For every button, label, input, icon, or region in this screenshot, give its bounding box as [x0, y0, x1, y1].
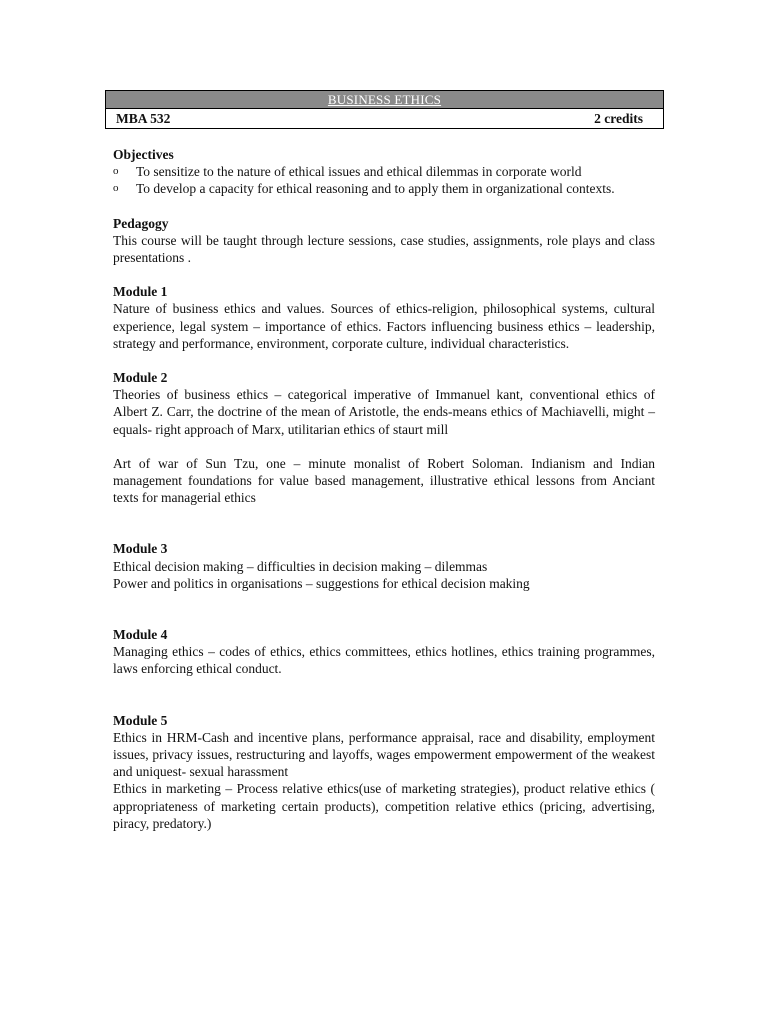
- course-credits: 2 credits: [594, 110, 643, 126]
- module-text: Ethics in marketing – Process relative ethics(use of marketing strategies), product relative ethics ( appropriateness of marketing certain products), competition relative ethics (pricing, advertising, piracy, predatory.): [113, 781, 655, 831]
- objectives-section: [113, 146, 655, 198]
- module-heading: Module 1: [113, 284, 168, 300]
- objective-text: To develop a capacity for ethical reasoning and to apply them in organizational contexts.: [136, 181, 615, 197]
- document-body: [113, 146, 655, 832]
- bullet-icon: o: [113, 182, 119, 195]
- module-text: Ethics in HRM-Cash and incentive plans, performance appraisal, race and disability, employment issues, privacy issues, restructuring and layoffs, wages empowerment empowerment of the weakest and uniquest- sexual harassment: [113, 729, 655, 780]
- module-text: Theories of business ethics – categorical imperative of Immanuel kant, conventional ethics of Albert Z. Carr, the doctrine of the mean of Aristotle, the ends-means ethics of Machiavelli, might –equals- right approach of Marx, utilitarian ethics of staurt mill: [113, 387, 655, 437]
- pedagogy-section: [113, 215, 655, 267]
- objective-text: To sensitize to the nature of ethical issues and ethical dilemmas in corporate world: [136, 164, 582, 180]
- pedagogy-text: This course will be taught through lecture sessions, case studies, assignments, role plays and class presentations .: [113, 232, 655, 266]
- module-4-section: [113, 626, 655, 678]
- objectives-list: [113, 163, 655, 197]
- module-3-section: [113, 540, 655, 592]
- list-item: [113, 163, 655, 180]
- module-text: Nature of business ethics and values. Sources of ethics-religion, philosophical systems, cultural experience, legal system – importance of ethics. Factors influencing business ethics – leadership, strategy and performance, environment, corporate culture, individual characteristics.: [113, 301, 655, 351]
- bullet-icon: o: [113, 165, 119, 178]
- course-code: MBA 532: [116, 110, 171, 126]
- module-text: Power and politics in organisations – suggestions for ethical decision making: [113, 575, 530, 591]
- module-heading: Module 4: [113, 627, 168, 643]
- pedagogy-heading: Pedagogy: [113, 215, 169, 231]
- module-text: Art of war of Sun Tzu, one – minute monalist of Robert Soloman. Indianism and Indian management foundations for value based management, illustrative ethical lessons from Anciant texts for managerial ethics: [113, 455, 655, 506]
- list-item: [113, 180, 655, 197]
- objectives-heading: Objectives: [113, 147, 174, 162]
- module-5-section: [113, 712, 655, 832]
- course-title: BUSINESS ETHICS: [327, 92, 442, 107]
- course-header-box: [105, 90, 664, 129]
- course-info-row: [106, 109, 663, 128]
- module-heading: Module 5: [113, 712, 168, 728]
- module-text: Managing ethics – codes of ethics, ethics committees, ethics hotlines, ethics training programmes, laws enforcing ethical conduct.: [113, 644, 655, 677]
- module-text: Ethical decision making – difficulties in decision making – dilemmas: [113, 558, 488, 574]
- module-heading: Module 2: [113, 370, 168, 386]
- module-heading: Module 3: [113, 541, 168, 557]
- module-2-section: [113, 369, 655, 506]
- course-title-bar: [106, 91, 663, 109]
- module-1-section: [113, 283, 655, 352]
